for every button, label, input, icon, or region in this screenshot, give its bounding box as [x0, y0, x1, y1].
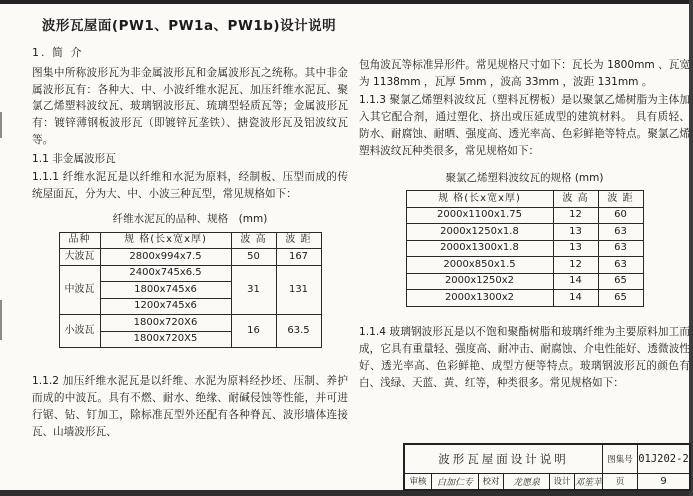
table-cell: 2000x1300x1.8 [406, 240, 553, 257]
table-cell: 大波瓦 [59, 249, 100, 266]
table-cell: 1800x720X5 [100, 331, 231, 348]
atlas-number-value: 01J202-2 [637, 445, 689, 473]
table-row [406, 290, 643, 307]
table-row [59, 315, 321, 332]
table1-caption: 纤维水泥瓦的品种、规格 (mm) [112, 213, 268, 226]
fiber-cement-spec-table [59, 232, 322, 349]
table1-body [59, 249, 321, 348]
table-cell: 2000x1250x1.8 [406, 224, 553, 241]
table-cell: 2800x994x7.5 [100, 249, 231, 266]
paragraph-1-1-1: 1.1.1 纤维水泥瓦是以纤维和水泥为原料，经制板、压型而成的传统屋面瓦，分为大、中、小波三种瓦型，常见规格如下： [32, 171, 348, 201]
table-header-cell: 规 格(长x宽x厚) [406, 191, 553, 208]
table-cell: 63 [598, 240, 643, 257]
review-signature: 白加仁专 [431, 474, 478, 489]
table-header-cell: 波 距 [598, 191, 643, 208]
table-cell: 31 [231, 265, 276, 315]
page-label: 页 [602, 474, 637, 489]
table-cell: 12 [553, 207, 598, 224]
table-cell: 16 [231, 315, 276, 348]
page-number: 9 [637, 474, 689, 489]
table-cell: 中波瓦 [59, 265, 100, 315]
proof-label: 校对 [478, 474, 503, 489]
table2-body [406, 207, 643, 306]
table-cell: 65 [598, 290, 643, 307]
left-column [32, 42, 348, 442]
design-label: 设计 [549, 474, 574, 489]
title-block-row-1 [405, 445, 689, 473]
table-cell: 14 [553, 273, 598, 290]
table-row [406, 224, 643, 241]
table-row [59, 249, 321, 266]
right-column [359, 57, 690, 393]
review-label: 审核 [409, 477, 427, 488]
table-header-row [406, 191, 643, 208]
table-cell: 2000x1300x2 [406, 290, 553, 307]
table-row [406, 257, 643, 274]
paragraph-continued: 包角波瓦等标准异形件。常见规格尺寸如下：瓦长为 1800mm 、瓦宽为 1138mm ，瓦厚 5mm ，波高 33mm ，波距 131mm 。 [359, 59, 690, 88]
table-cell: 65 [598, 273, 643, 290]
pvc-tile-spec-table [406, 190, 644, 307]
table-cell: 63 [598, 257, 643, 274]
page-title: 波形瓦屋面(PW1、PW1a、PW1b)设计说明 [41, 18, 337, 34]
table-cell: 13 [553, 240, 598, 257]
table-cell: 1200x745x6 [100, 298, 231, 315]
table-row [406, 207, 643, 224]
table-header-row [59, 232, 321, 249]
table-cell: 50 [231, 249, 276, 266]
proof-signature: 龙愿泉 [503, 474, 549, 489]
table1-head [59, 232, 321, 249]
table-header-cell: 规 格(长x宽x厚) [100, 232, 231, 249]
drawing-title-block [403, 443, 691, 491]
drawing-title: 波形瓦屋面设计说明 [438, 451, 569, 466]
table-row [406, 240, 643, 257]
table-cell: 2000x850x1.5 [406, 257, 553, 274]
table-cell: 12 [553, 257, 598, 274]
paragraph-1-1-2: 1.1.2 加压纤维水泥瓦是以纤维、水泥为原料经抄坯、压制、养护而成的中波瓦。具有不燃、耐水、绝缘、耐碱侵蚀等性能，并可进行锯、钻、钉加工，除标准瓦型外还配有各种脊瓦、波形墙体连接瓦、山墙波形瓦、 [32, 375, 348, 439]
table-header-cell: 波 高 [231, 232, 276, 249]
table-cell: 13 [553, 224, 598, 241]
table-cell: 167 [276, 249, 321, 266]
paragraph-intro: 图集中所称波形瓦为非金属波形瓦和金属波形瓦之统称。其中非金属波形瓦有：各种大、中、小波纤维水泥瓦、加压纤维水泥瓦、聚氯乙烯塑料波纹瓦、玻璃钢波形瓦、琉璃型轻质瓦等；金属波形瓦有：镀锌薄钢板波形瓦（即镀锌瓦垄铁）、搪瓷波形瓦及铝波纹瓦等。 [32, 66, 348, 147]
binding-mark [0, 300, 2, 340]
title-block-row-2 [405, 473, 689, 489]
section-heading-1: 1. 简 介 [32, 46, 84, 59]
design-signature: 邓笙苹 [574, 474, 602, 489]
table-header-cell: 品种 [59, 232, 100, 249]
scan-edge-top [0, 0, 693, 4]
table-cell: 1800x745x6 [100, 282, 231, 299]
table-header-cell: 波 距 [276, 232, 321, 249]
table-cell: 63.5 [276, 315, 321, 348]
table-cell: 2400x745x6.5 [100, 265, 231, 282]
table-cell: 60 [598, 207, 643, 224]
binding-mark [0, 112, 2, 138]
paragraph-1-1-4: 1.1.4 玻璃钢波形瓦是以不饱和聚酯树脂和玻璃纤维为主要原料加工而成，它具有重量轻、强度高、耐冲击、耐腐蚀、介电性能好、透微波性好、透光率高、色彩鲜艳、成型方便等特点。玻璃钢波形瓦的颜色有白、浅绿、天蓝、黄、红等，种类很多。常见规格如下： [359, 325, 690, 389]
section-heading-1-1: 1.1 非金属波形瓦 [32, 153, 116, 166]
table-cell: 14 [553, 290, 598, 307]
table-header-cell: 波 高 [553, 191, 598, 208]
table-cell: 131 [276, 265, 321, 315]
table-cell: 1800x720X6 [100, 315, 231, 332]
table2-head [406, 191, 643, 208]
table-row [59, 265, 321, 282]
table-cell: 2000x1100x1.75 [406, 207, 553, 224]
table-cell: 63 [598, 224, 643, 241]
paragraph-1-1-3: 1.1.3 聚氯乙烯塑料波纹瓦（塑料瓦楞板）是以聚氯乙烯树脂为主体加入其它配合剂，通过塑化、挤出或压延成型的建筑材料。 具有质轻、防水、耐腐蚀、耐晒、强度高、透光率高、色彩鲜艳等特点。聚氯乙烯塑料波纹瓦种类很多，常见规格如下： [359, 93, 690, 157]
table-cell: 小波瓦 [59, 315, 100, 348]
table-row [406, 273, 643, 290]
table2-caption: 聚氯乙烯塑料波纹瓦的规格 (mm) [445, 171, 604, 184]
atlas-number-label: 图集号 [602, 445, 637, 473]
table-cell: 2000x1250x2 [406, 273, 553, 290]
